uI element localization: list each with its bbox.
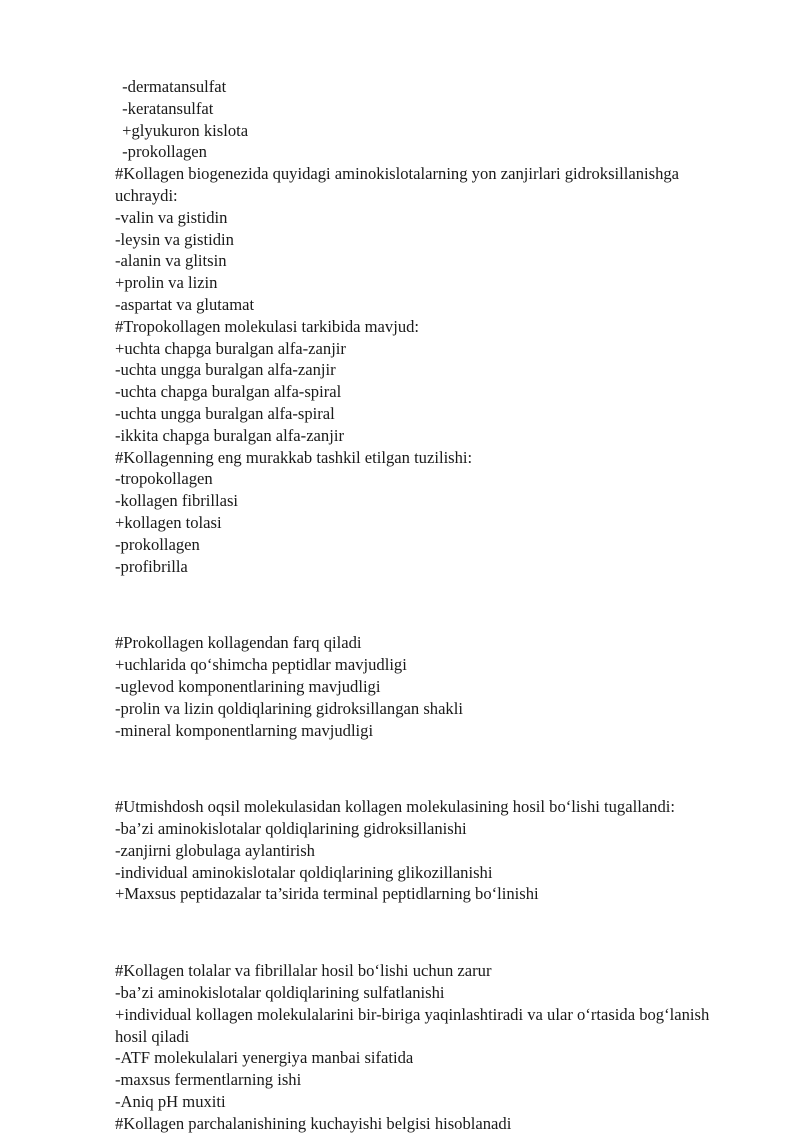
question-text: #Kollagen parchalanishining kuchayishi belgisi hisoblanadi [115, 1113, 512, 1133]
correct-answer-option: +individual kollagen molekulalarini bir-biriga yaqinlashtiradi va ular o‘rtasida bog‘lanish hosil qiladi [115, 1004, 714, 1046]
answer-option: -prokollagen [115, 534, 200, 554]
blank-line [0, 922, 800, 944]
correct-answer-option: +uchlarida qo‘shimcha peptidlar mavjudligi [115, 655, 407, 675]
answer-option: -aspartat va glutamat [115, 294, 255, 314]
answer-option: -tropokollagen [115, 469, 213, 489]
question-text: #Kollagenning eng murakkab tashkil etilgan tuzilishi: [115, 447, 473, 467]
answer-option: -uchta chapga buralgan alfa-spiral [115, 382, 342, 402]
answer-option: -maxsus fermentlarning ishi [115, 1070, 302, 1090]
answer-option: -uglevod komponentlarining mavjudligi [115, 676, 381, 696]
answer-option: -mineral komponentlarning mavjudligi [115, 720, 374, 740]
document-page [0, 76, 800, 1135]
answer-option: -leysin va gistidin [115, 229, 234, 249]
answer-option: -prolin va lizin qoldiqlarining gidroksillangan shakli [115, 698, 463, 718]
answer-option: -ikkita chapga buralgan alfa-zanjir [115, 425, 344, 445]
answer-option: -keratansulfat [118, 98, 214, 118]
question-text: #Tropokollagen molekulasi tarkibida mavjud: [115, 316, 420, 336]
correct-answer-option: +prolin va lizin [115, 273, 218, 293]
question-text: #Kollagen biogenezida quyidagi aminokislotalarning yon zanjirlari gidroksillanishga uchraydi: [115, 164, 684, 205]
answer-option: -profibrilla [115, 556, 188, 576]
answer-option: -kollagen fibrillasi [115, 491, 239, 511]
answer-option: -individual aminokislotalar qoldiqlarining glikozillanishi [115, 862, 493, 882]
question-text: #Prokollagen kollagendan farq qiladi [115, 633, 362, 653]
answer-option: -alanin va glitsin [115, 251, 227, 271]
answer-option: -Aniq pH muxiti [115, 1092, 226, 1112]
answer-option: -uchta ungga buralgan alfa-spiral [115, 403, 335, 423]
answer-option: -uchta ungga buralgan alfa-zanjir [115, 360, 336, 380]
correct-answer-option: +glyukuron kislota [118, 120, 249, 140]
blank-line [0, 594, 800, 616]
answer-option: -ATF molekulalari yenergiya manbai sifatida [115, 1048, 414, 1068]
correct-answer-option: +kollagen tolasi [115, 512, 222, 532]
answer-option: -ba’zi aminokislotalar qoldiqlarining gidroksillanishi [115, 819, 467, 839]
correct-answer-option: +Maxsus peptidazalar ta’sirida terminal peptidlarning bo‘linishi [115, 884, 539, 904]
answer-option: -valin va gistidin [115, 207, 228, 227]
correct-answer-option: +uchta chapga buralgan alfa-zanjir [115, 338, 346, 358]
answer-option: -prokollagen [118, 142, 207, 162]
question-text: #Kollagen tolalar va fibrillalar hosil bo‘lishi uchun zarur [115, 961, 492, 981]
blank-line [0, 758, 800, 780]
question-text: #Utmishdosh oqsil molekulasidan kollagen molekulasining hosil bo‘lishi tugallandi: [115, 797, 675, 817]
answer-option: -ba’zi aminokislotalar qoldiqlarining sulfatlanishi [115, 983, 445, 1003]
answer-option: -dermatansulfat [118, 77, 227, 96]
answer-option: -zanjirni globulaga aylantirish [115, 840, 315, 860]
